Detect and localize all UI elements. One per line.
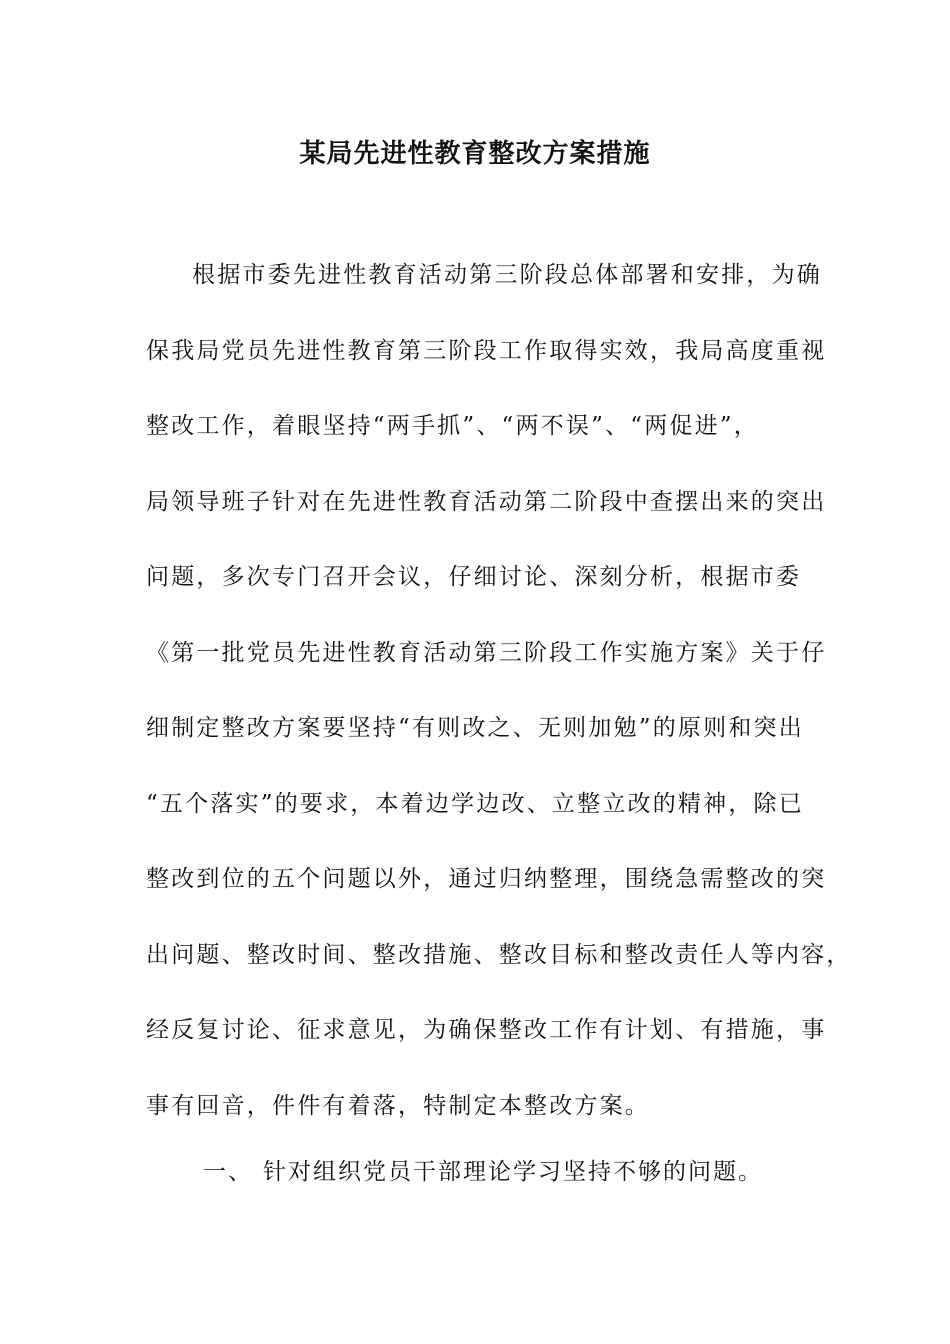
document-title: 某局先进性教育整改方案措施 [299, 139, 651, 169]
paragraph-line: 根据市委先进性教育活动第三阶段总体部署和安排，为确 [192, 262, 822, 288]
paragraph-line: “五个落实”的要求，本着边学边改、立整立改的精神，除已 [146, 790, 804, 817]
paragraph-line: 细制定整改方案要坚持“有则改之、无则加勉”的原则和突出 [146, 715, 804, 741]
section-title: 针对组织党员干部理论学习坚持不够的问题。 [263, 1159, 763, 1185]
paragraph-line: 保我局党员先进性教育第三阶段工作取得实效，我局高度重视 [146, 337, 827, 364]
paragraph-line: 《第一批党员先进性教育活动第三阶段工作实施方案》关于仔 [146, 639, 827, 666]
paragraph-line: 整改工作，着眼坚持“两手抓”、“两不误”、“两促进”， [146, 413, 759, 439]
paragraph-line: 整改到位的五个问题以外，通过归纳整理，围绕急需整改的突 [146, 866, 827, 892]
section-heading [203, 1152, 763, 1192]
paragraph-line: 经反复讨论、征求意见，为确保整改工作有计划、有措施，事 [146, 1017, 827, 1043]
paragraph-line: 事有回音，件件有着落，特制定本整改方案。 [146, 1092, 650, 1119]
paragraph-line: 问题，多次专门召开会议，仔细讨论、深刻分析，根据市委 [146, 564, 802, 590]
paragraph-line: 局领导班子针对在先进性教育活动第二阶段中查摆出来的突出 [146, 488, 827, 515]
intro-paragraph [146, 255, 852, 1161]
paragraph-line: 出问题、整改时间、整改措施、整改目标和整改责任人等内容， [146, 941, 852, 968]
section-number: 一、 [203, 1159, 253, 1185]
